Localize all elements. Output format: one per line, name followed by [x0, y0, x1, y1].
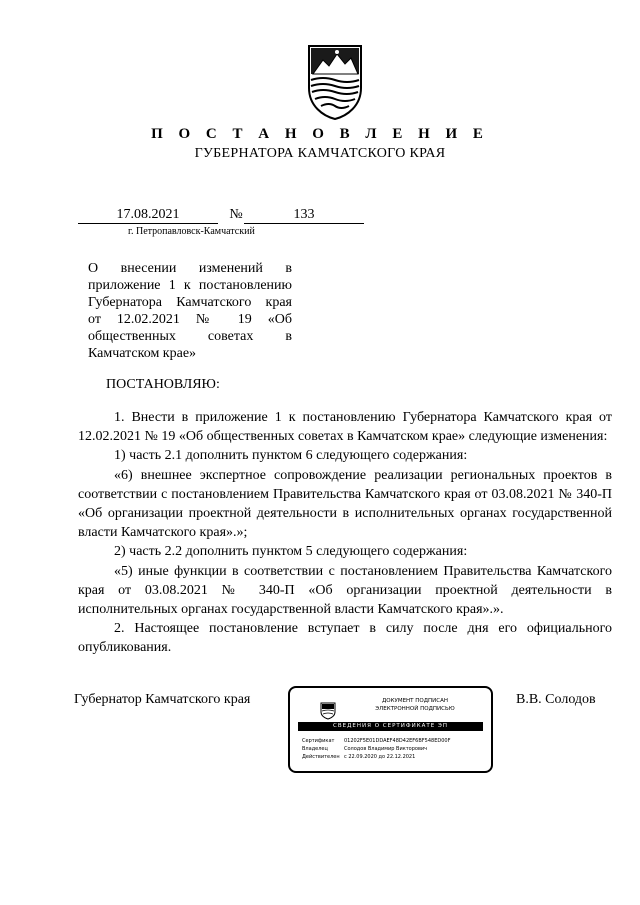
stamp-row-value: с 22.09.2020 до 22.12.2021 — [344, 754, 416, 760]
body-paragraph: 1) часть 2.1 дополнить пунктом 6 следующего содержания: — [114, 448, 468, 464]
stamp-title-line: ЭЛЕКТРОННОЙ ПОДПИСЬЮ — [375, 706, 455, 712]
stamp-row-value: Солодов Владимир Викторович — [344, 746, 428, 752]
document-body — [78, 408, 612, 658]
issuer-subtitle: ГУБЕРНАТОРА КАМЧАТСКОГО КРАЯ — [194, 146, 446, 161]
stamp-row-key: Сертификат — [302, 738, 335, 744]
stamp-row — [302, 738, 450, 744]
kamchatka-coat-of-arms-icon — [305, 44, 365, 120]
stamp-row-key: Действителен — [302, 754, 340, 760]
subject-line: от 12.02.2021 № 19 «Об — [88, 312, 292, 327]
subject-line: Губернатора Камчатского края — [88, 295, 292, 310]
subject-line: приложение 1 к постановлению — [88, 278, 292, 293]
decree-word: ПОСТАНОВЛЯЮ: — [106, 377, 220, 392]
body-paragraph: «6) внешнее экспертное сопровождение реализации региональных проектов в соответствии с постановлением Правительства Камчатского края от 03.08.2021 № 340-П «Об организации проектной деятельности в исполнительных органах государственной власти Камчатского края».»; — [78, 467, 612, 541]
number-sign: № — [229, 207, 243, 222]
stamp-title-line: ДОКУМЕНТ ПОДПИСАН — [381, 698, 449, 704]
signatory-position: Губернатор Камчатского края — [74, 692, 251, 707]
subject-line: О внесении изменений в — [88, 261, 292, 276]
issue-city: г. Петропавловск-Камчатский — [128, 226, 255, 237]
body-paragraph: 2. Настоящее постановление вступает в силу после дня его официального опубликования. — [78, 621, 612, 656]
subject-line: общественных советах в — [88, 329, 292, 344]
stamp-emblem-icon — [320, 702, 336, 720]
stamp-row-value: 01202F5E01DDAEF48D42EF6BF548ED00F — [344, 738, 451, 744]
electronic-signature-stamp — [288, 686, 493, 773]
stamp-row — [302, 754, 415, 760]
subject-line: Камчатском крае» — [88, 346, 197, 361]
signatory-name: В.В. Солодов — [516, 692, 596, 707]
document-subject — [88, 260, 292, 362]
document-date: 17.08.2021 — [78, 207, 218, 224]
body-paragraph: «5) иные функции в соответствии с постановлением Правительства Камчатского края от 03.08.2021 № 340-П «Об организации проектной деятельности в исполнительных органах государственной власти Камчатского края».». — [78, 563, 612, 618]
document-type-title: П О С Т А Н О В Л Е Н И Е — [151, 126, 489, 142]
stamp-row-key: Владелец — [302, 746, 328, 752]
body-paragraph: 2) часть 2.2 дополнить пунктом 5 следующего содержания: — [114, 544, 468, 560]
document-number: 133 — [244, 207, 364, 224]
stamp-row — [302, 746, 427, 752]
stamp-certificate-bar: СВЕДЕНИЯ О СЕРТИФИКАТЕ ЭП — [298, 722, 483, 731]
body-paragraph: 1. Внести в приложение 1 к постановлению Губернатора Камчатского края от 12.02.2021 № 19 «Об общественных советах в Камчатском крае» следующие изменения: — [78, 410, 612, 445]
